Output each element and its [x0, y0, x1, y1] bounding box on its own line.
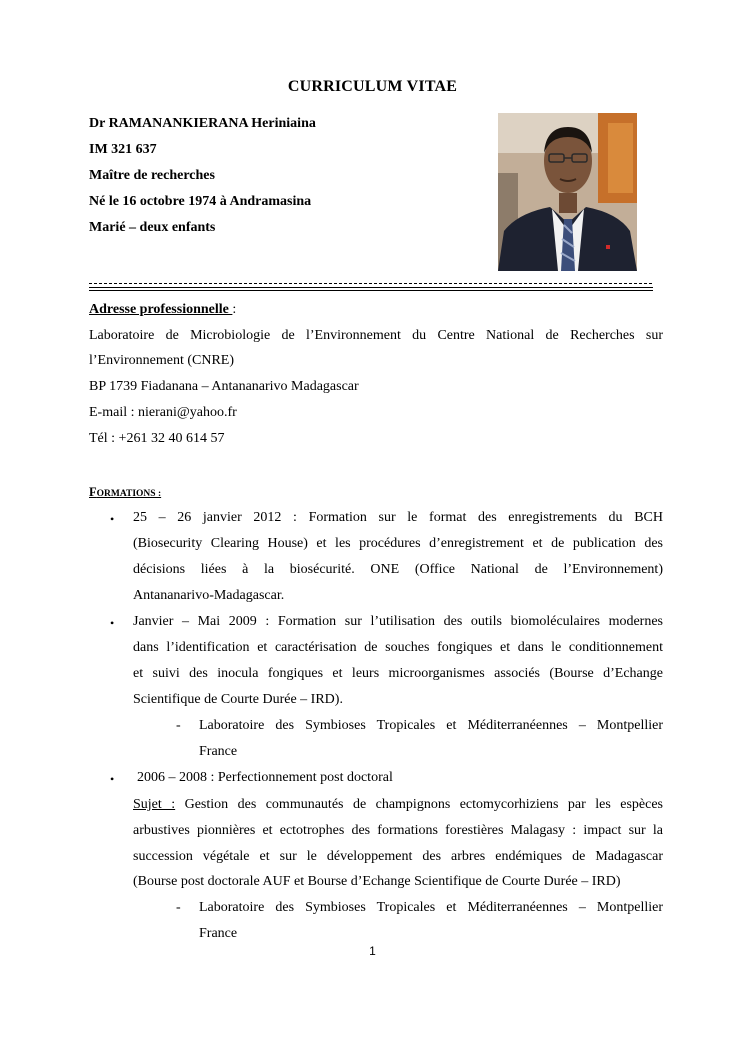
- formations-heading-initial: F: [89, 485, 97, 499]
- formation-2-line-3: et suivi des inocula fongiques et leurs microorganismes associés (Bourse d’Echange: [133, 666, 663, 681]
- address-lab-line-1: Laboratoire de Microbiologie de l’Environnement du Centre National de Recherches sur: [89, 328, 663, 343]
- formation-2-line-2: dans l’identification et caractérisation de souches fongiques et dans le conditionnement: [133, 640, 663, 655]
- formation-1-line-2: (Biosecurity Clearing House) et les procédures d’enregistrement et de publication des: [133, 536, 663, 551]
- formations-heading: [89, 483, 161, 503]
- cv-birth: Né le 16 octobre 1974 à Andramasina: [89, 194, 312, 209]
- formation-2-line-4: Scientifique de Courte Durée – IRD).: [133, 692, 343, 707]
- address-heading: [89, 301, 236, 319]
- page-title: CURRICULUM VITAE: [287, 78, 458, 95]
- formation-1-line-1: 25 – 26 janvier 2012 : Formation sur le format des enregistrements du BCH: [133, 510, 663, 525]
- address-phone: Tél : +261 32 40 614 57: [89, 431, 225, 446]
- dash-icon: -: [176, 900, 181, 915]
- bullet-icon: •: [110, 616, 115, 630]
- bullet-icon: •: [110, 512, 115, 526]
- section-divider: [89, 282, 653, 292]
- cv-rank: Maître de recherches: [89, 168, 215, 183]
- cv-name: Dr RAMANANKIERANA Heriniaina: [89, 116, 316, 131]
- cv-im-number: IM 321 637: [89, 142, 157, 157]
- formation-2-line-1: Janvier – Mai 2009 : Formation sur l’utilisation des outils biomoléculaires modernes: [133, 614, 663, 629]
- formation-2-sub-line-2: France: [199, 744, 238, 759]
- formation-3-subject-line-4: (Bourse post doctorale AUF et Bourse d’Echange Scientifique de Courte Durée – IRD): [133, 874, 621, 889]
- address-lab-line-2: l’Environnement (CNRE): [89, 353, 235, 368]
- formation-3-subject-line-3: succession végétale et sur le développement des arbres endémiques de Madagascar: [133, 849, 663, 864]
- formation-2-sub-line-1: Laboratoire des Symbioses Tropicales et Méditerranéennes – Montpellier: [199, 718, 663, 733]
- formation-1-line-4: Antananarivo-Madagascar.: [133, 588, 285, 603]
- address-heading-colon: :: [232, 302, 237, 317]
- formation-3-sub-line-2: France: [199, 926, 238, 941]
- address-email: E-mail : nierani@yahoo.fr: [89, 405, 237, 420]
- formation-3-subject-line-1: [133, 796, 663, 814]
- address-heading-label: Adresse professionnelle: [89, 302, 233, 317]
- page-number: 1: [369, 944, 376, 958]
- bullet-icon: •: [110, 772, 115, 786]
- formation-3-sub-line-1: Laboratoire des Symbioses Tropicales et Méditerranéennes – Montpellier: [199, 900, 663, 915]
- formation-3-subject-line-2: arbustives pionnières et ectotrophes des formations forestières Malagasy : impact sur la: [133, 823, 663, 838]
- dash-icon: -: [176, 718, 181, 733]
- subject-label: Sujet :: [133, 797, 176, 812]
- formations-heading-rest: ORMATIONS :: [96, 489, 162, 499]
- cv-family-status: Marié – deux enfants: [89, 220, 216, 235]
- portrait-photo: [498, 113, 637, 271]
- subject-text-1: Gestion des communautés de champignons ectomycorhiziens par les espèces: [175, 797, 664, 812]
- address-bp: BP 1739 Fiadanana – Antananarivo Madagascar: [89, 379, 359, 394]
- formation-1-line-3: décisions liées à la biosécurité. ONE (Office National de l’Environnement): [133, 562, 663, 577]
- formation-3-line-1: 2006 – 2008 : Perfectionnement post doctoral: [137, 770, 393, 785]
